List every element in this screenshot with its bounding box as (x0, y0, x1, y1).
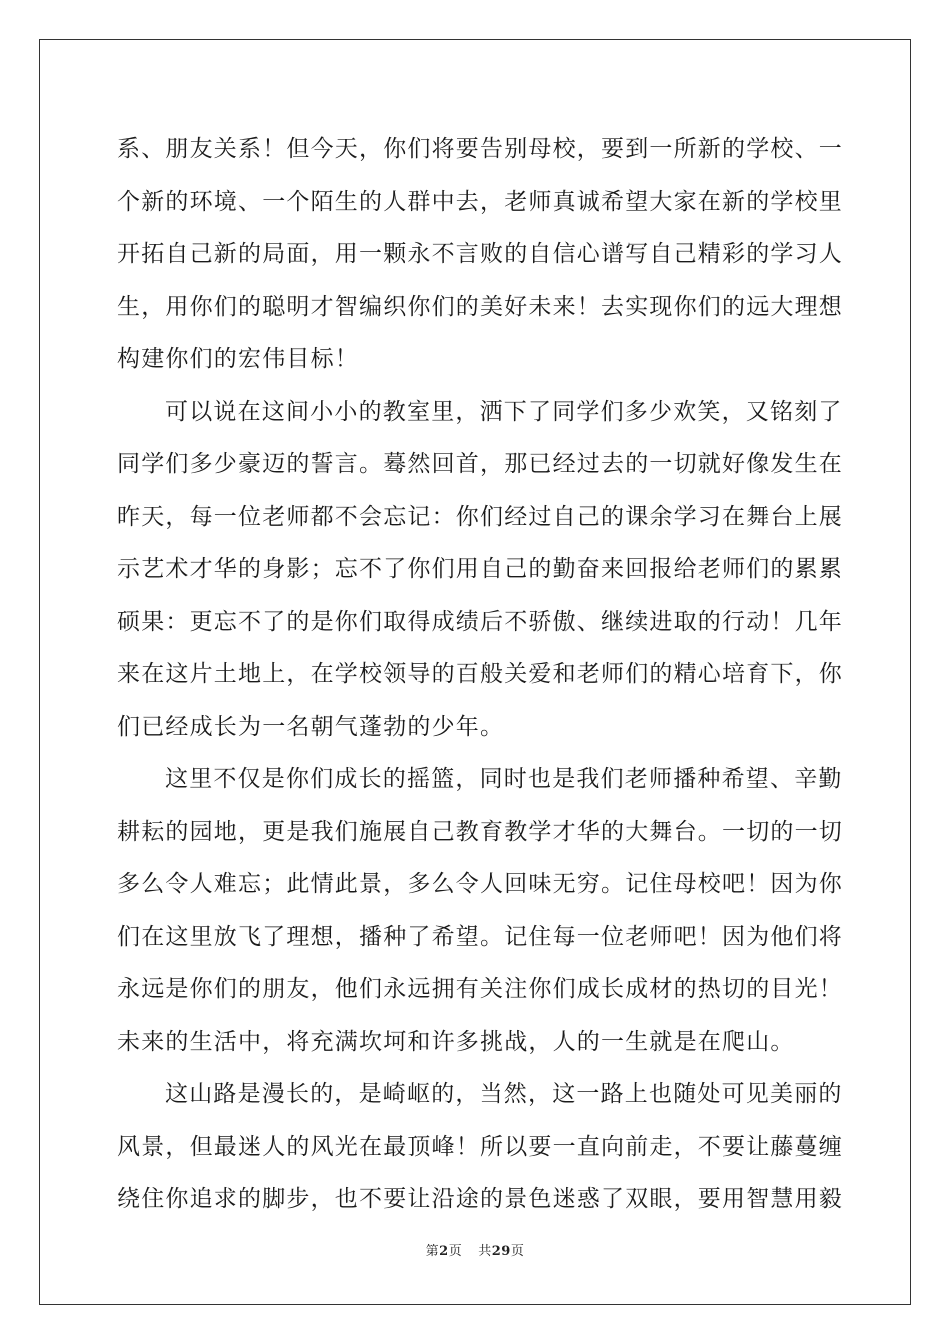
text-line: 生，用你们的聪明才智编织你们的美好未来！去实现你们的远大理想 (117, 293, 843, 320)
document-body (117, 123, 843, 1226)
text-line: 们已经成长为一名朝气蓬勃的少年。 (117, 713, 505, 740)
text-line: 永远是你们的朋友，他们永远拥有关注你们成长成材的热切的目光！ (117, 976, 843, 1002)
total-suffix: 页 (510, 1244, 525, 1259)
text-line: 系、朋友关系！但今天，你们将要告别母校，要到一所新的学校、一 (117, 136, 843, 162)
text-line: 多么令人难忘；此情此景，多么令人回味无穷。记住母校吧！因为你 (117, 871, 843, 897)
paragraph-first-line: 可以说在这间小小的教室里，洒下了同学们多少欢笑，又铭刻了 (165, 398, 843, 425)
text-line: 示艺术才华的身影；忘不了你们用自己的勤奋来回报给老师们的累累 (117, 556, 843, 582)
paragraph-first-line: 这里不仅是你们成长的摇篮，同时也是我们老师播种希望、辛勤 (165, 766, 843, 792)
text-line: 构建你们的宏伟目标！ (117, 346, 359, 372)
text-line: 们在这里放飞了理想，播种了希望。记住每一位老师吧！因为他们将 (117, 923, 843, 950)
text-line: 耕耘的园地，更是我们施展自己教育教学才华的大舞台。一切的一切 (117, 818, 843, 845)
text-line: 来在这片土地上，在学校领导的百般关爱和老师们的精心培育下，你 (117, 661, 843, 687)
text-line: 风景，但最迷人的风光在最顶峰！所以要一直向前走，不要让藤蔓缠 (117, 1133, 843, 1160)
page-footer (0, 1240, 950, 1259)
text-line: 昨天，每一位老师都不会忘记：你们经过自己的课余学习在舞台上展 (117, 503, 843, 530)
total-prefix: 共 (478, 1244, 492, 1259)
paragraph-first-line: 这山路是漫长的，是崎岖的，当然，这一路上也随处可见美丽的 (165, 1081, 843, 1107)
page-prefix: 第 (425, 1244, 440, 1259)
text-line: 开拓自己新的局面，用一颗永不言败的自信心谱写自己精彩的学习人 (117, 241, 843, 267)
total-pages: 29 (491, 1244, 511, 1259)
text-line: 未来的生活中，将充满坎坷和许多挑战，人的一生就是在爬山。 (117, 1028, 795, 1055)
page-number: 2 (439, 1244, 449, 1259)
text-line: 绕住你追求的脚步，也不要让沿途的景色迷惑了双眼，要用智慧用毅 (117, 1186, 843, 1212)
text-line: 个新的环境、一个陌生的人群中去，老师真诚希望大家在新的学校里 (117, 188, 843, 215)
page-suffix: 页 (448, 1244, 463, 1259)
text-line: 同学们多少豪迈的誓言。蓦然回首，那已经过去的一切就好像发生在 (117, 451, 843, 477)
text-line: 硕果：更忘不了的是你们取得成绩后不骄傲、继续进取的行动！几年 (117, 608, 843, 635)
